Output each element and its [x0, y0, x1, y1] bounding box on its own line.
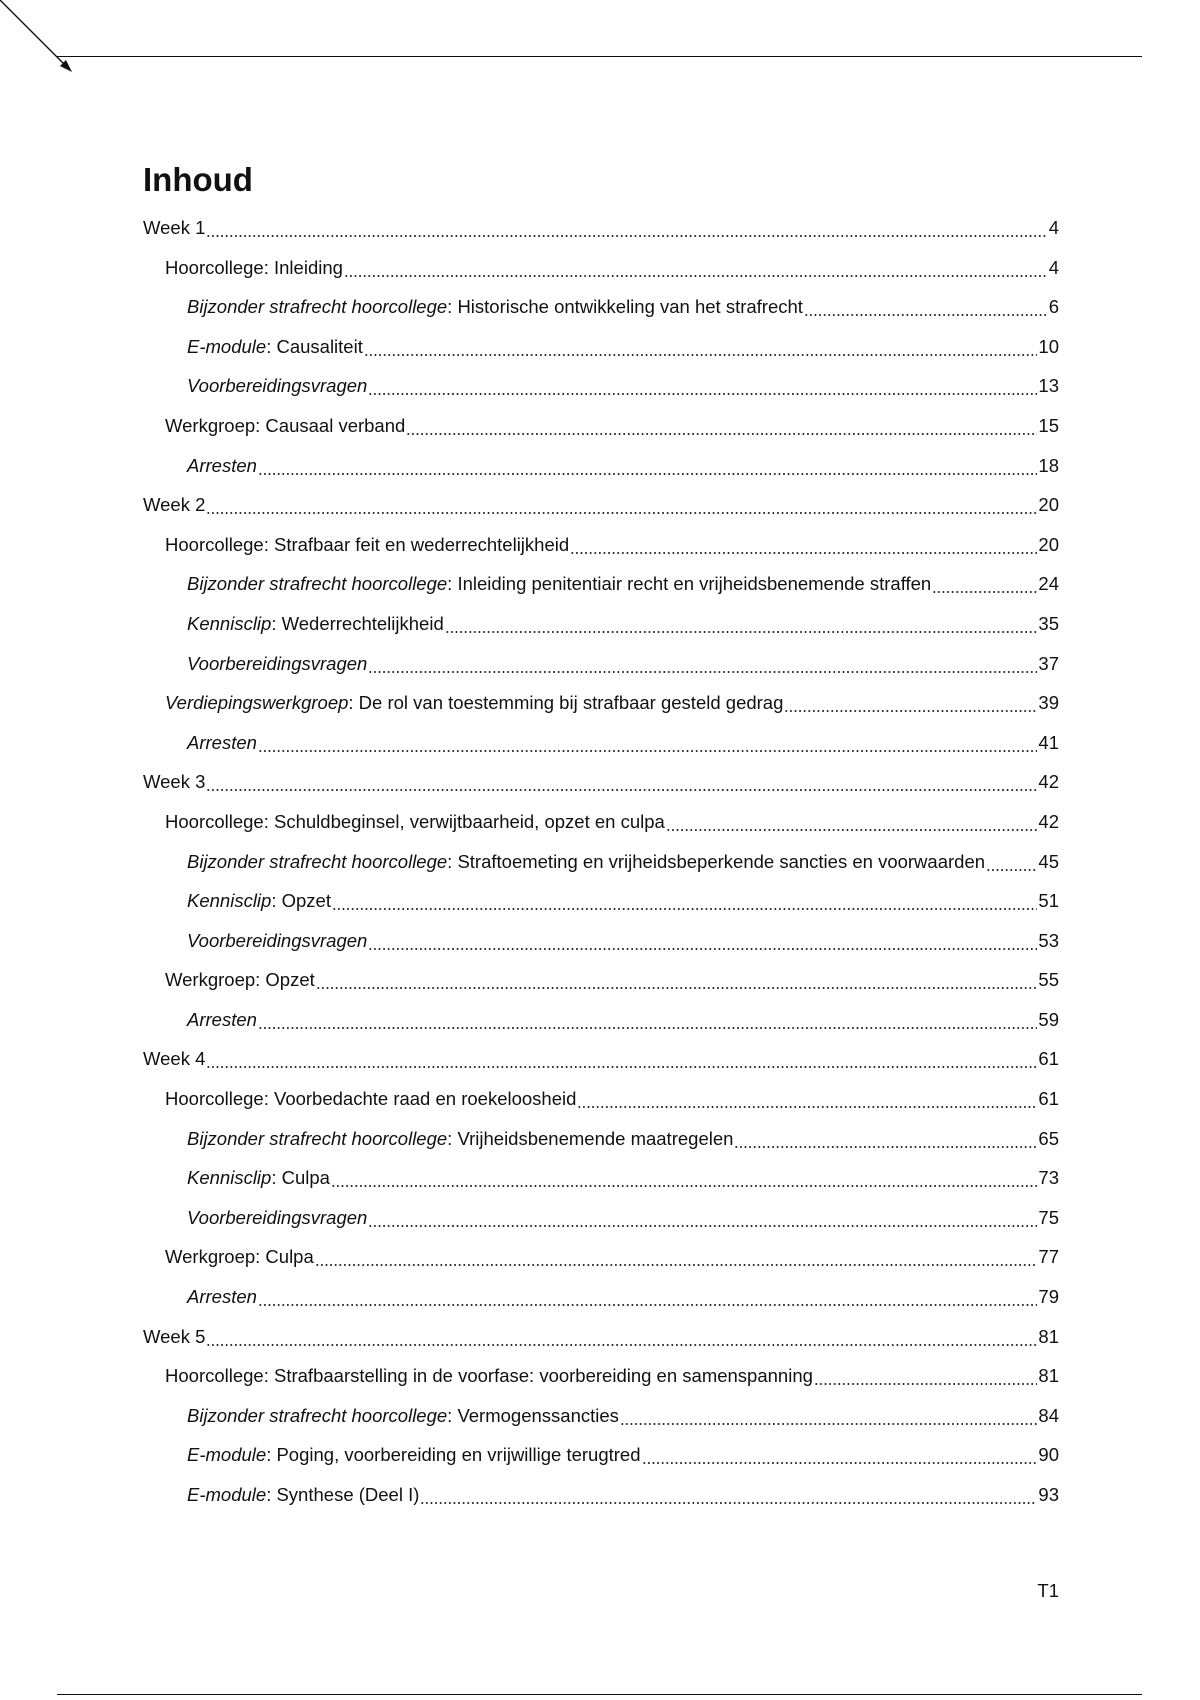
toc-entry-page-number: 90 — [1038, 1444, 1059, 1466]
toc-entry[interactable] — [143, 292, 1059, 322]
dot-leader — [316, 965, 1038, 995]
toc-entry-label — [187, 1480, 419, 1510]
toc-entry-prefix: Kennisclip — [187, 890, 272, 912]
toc-entry-prefix: Arresten — [187, 731, 257, 753]
toc-entry-page-number: 42 — [1038, 771, 1059, 793]
toc-entry-label — [187, 1401, 619, 1431]
dot-leader — [206, 213, 1047, 243]
toc-entry-text: Hoorcollege: Voorbedachte raad en roekeloosheid — [165, 1088, 577, 1110]
toc-entry-label — [165, 688, 783, 718]
dot-leader — [420, 1480, 1037, 1510]
dot-leader — [784, 688, 1037, 718]
toc-entry[interactable] — [143, 609, 1059, 639]
toc-entry-page-number: 35 — [1038, 612, 1059, 634]
toc-entry-label — [187, 728, 257, 758]
toc-entry[interactable] — [143, 1084, 1059, 1114]
toc-entry-label — [165, 411, 405, 441]
toc-entry-label — [187, 926, 367, 956]
toc-entry-label — [165, 530, 569, 560]
toc-entry-prefix: Bijzonder strafrecht hoorcollege — [187, 850, 448, 872]
toc-entry[interactable] — [143, 490, 1059, 520]
dot-leader — [364, 332, 1038, 362]
toc-entry-page-number: 37 — [1038, 652, 1059, 674]
dot-leader — [332, 886, 1037, 916]
table-of-contents — [143, 160, 1059, 1520]
toc-entry-page-number: 18 — [1038, 454, 1059, 476]
dot-leader — [577, 1084, 1037, 1114]
toc-entry-text: : Poging, voorbereiding en vrijwillige terugtred — [266, 1444, 641, 1466]
toc-entry-label — [165, 253, 343, 283]
toc-list — [143, 213, 1059, 1510]
toc-entry-prefix: Kennisclip — [187, 1167, 272, 1189]
toc-entry[interactable] — [143, 530, 1059, 560]
toc-entry-page-number: 4 — [1048, 256, 1059, 278]
dot-leader — [666, 807, 1038, 837]
toc-entry-page-number: 6 — [1048, 296, 1059, 318]
toc-entry[interactable] — [143, 1242, 1059, 1272]
toc-entry-text: Week 4 — [143, 1048, 206, 1070]
toc-entry-page-number: 73 — [1038, 1167, 1059, 1189]
toc-entry-prefix: Bijzonder strafrecht hoorcollege — [187, 1127, 448, 1149]
toc-entry[interactable] — [143, 1203, 1059, 1233]
toc-entry-label — [187, 847, 985, 877]
toc-entry-prefix: Voorbereidingsvragen — [187, 652, 368, 674]
header-rule — [57, 56, 1142, 57]
toc-entry-text: : De rol van toestemming bij strafbaar gesteld gedrag — [348, 692, 784, 714]
toc-entry-label — [165, 1084, 576, 1114]
toc-entry[interactable] — [143, 1440, 1059, 1470]
toc-entry-page-number: 79 — [1038, 1286, 1059, 1308]
toc-entry[interactable] — [143, 411, 1059, 441]
toc-entry[interactable] — [143, 728, 1059, 758]
toc-entry[interactable] — [143, 926, 1059, 956]
toc-entry-label — [143, 767, 205, 797]
toc-entry-label — [187, 609, 444, 639]
toc-entry-prefix: Bijzonder strafrecht hoorcollege — [187, 296, 448, 318]
toc-entry-label — [143, 213, 205, 243]
toc-entry-prefix: Arresten — [187, 454, 257, 476]
toc-entry-label — [187, 1203, 367, 1233]
toc-entry-label — [187, 886, 331, 916]
toc-entry-label — [187, 1440, 641, 1470]
page-label: T1 — [1037, 1580, 1059, 1601]
dot-leader — [315, 1242, 1038, 1272]
toc-entry-prefix: Voorbereidingsvragen — [187, 1206, 368, 1228]
toc-entry-page-number: 42 — [1038, 810, 1059, 832]
toc-entry[interactable] — [143, 1282, 1059, 1312]
toc-entry-text: : Vrijheidsbenemende maatregelen — [447, 1127, 734, 1149]
toc-entry-label — [187, 1163, 330, 1193]
dot-leader — [804, 292, 1048, 322]
toc-entry[interactable] — [143, 688, 1059, 718]
toc-entry[interactable] — [143, 886, 1059, 916]
dot-leader — [258, 451, 1038, 481]
toc-entry[interactable] — [143, 1361, 1059, 1391]
toc-entry[interactable] — [143, 1005, 1059, 1035]
dot-leader — [368, 649, 1037, 679]
toc-entry[interactable] — [143, 451, 1059, 481]
toc-entry-text: Week 5 — [143, 1325, 206, 1347]
toc-entry[interactable] — [143, 332, 1059, 362]
toc-entry-text: : Vermogenssancties — [447, 1404, 619, 1426]
toc-entry-label — [143, 1322, 205, 1352]
toc-entry[interactable] — [143, 847, 1059, 877]
toc-entry[interactable] — [143, 1163, 1059, 1193]
corner-arrow-icon — [0, 0, 80, 80]
toc-entry-text: Hoorcollege: Strafbaar feit en wederrechtelijkheid — [165, 533, 570, 555]
dot-leader — [368, 926, 1037, 956]
toc-entry-page-number: 59 — [1038, 1008, 1059, 1030]
dot-leader — [206, 1322, 1037, 1352]
toc-entry-text: Werkgroep: Opzet — [165, 969, 315, 991]
dot-leader — [406, 411, 1037, 441]
toc-entry-text: : Culpa — [271, 1167, 330, 1189]
toc-entry-label — [187, 1124, 733, 1154]
toc-entry-text: : Opzet — [271, 890, 331, 912]
toc-entry-text: Hoorcollege: Inleiding — [165, 256, 343, 278]
toc-entry[interactable] — [143, 1124, 1059, 1154]
toc-entry-label — [187, 1005, 257, 1035]
toc-entry[interactable] — [143, 1480, 1059, 1510]
toc-entry-prefix: Bijzonder strafrecht hoorcollege — [187, 1404, 448, 1426]
toc-entry-page-number: 45 — [1038, 850, 1059, 872]
toc-entry[interactable] — [143, 1401, 1059, 1431]
toc-entry-label — [143, 1044, 205, 1074]
toc-entry-page-number: 20 — [1038, 533, 1059, 555]
toc-entry-text: Werkgroep: Causaal verband — [165, 414, 406, 436]
dot-leader — [814, 1361, 1038, 1391]
dot-leader — [206, 1044, 1037, 1074]
toc-entry-page-number: 93 — [1038, 1484, 1059, 1505]
toc-entry-label — [187, 1282, 257, 1312]
toc-entry-page-number: 15 — [1038, 414, 1059, 436]
toc-entry-page-number: 84 — [1038, 1404, 1059, 1426]
toc-entry[interactable] — [143, 767, 1059, 797]
toc-entry-label — [187, 371, 367, 401]
toc-entry-text: : Inleiding penitentiair recht en vrijheidsbenemende straffen — [447, 573, 932, 595]
dot-leader — [445, 609, 1038, 639]
toc-entry-text: Hoorcollege: Strafbaarstelling in de voorfase: voorbereiding en samenspanning — [165, 1365, 813, 1387]
toc-entry[interactable] — [143, 1044, 1059, 1074]
toc-entry-label — [187, 292, 803, 322]
toc-entry-page-number: 13 — [1038, 375, 1059, 397]
dot-leader — [258, 1005, 1038, 1035]
toc-entry-page-number: 61 — [1038, 1048, 1059, 1070]
toc-entry-page-number: 81 — [1038, 1365, 1059, 1387]
toc-entry-text: : Straftoemeting en vrijheidsbeperkende sancties en voorwaarden — [447, 850, 986, 872]
toc-entry-text: : Synthese (Deel I) — [266, 1484, 420, 1505]
toc-entry-page-number: 20 — [1038, 494, 1059, 516]
dot-leader — [368, 1203, 1037, 1233]
toc-entry-label — [165, 1242, 314, 1272]
dot-leader — [368, 371, 1037, 401]
toc-entry-prefix: E-module — [187, 1484, 267, 1505]
toc-entry-text: Week 1 — [143, 217, 206, 238]
dot-leader — [344, 253, 1048, 283]
dot-leader — [570, 530, 1037, 560]
dot-leader — [258, 1282, 1038, 1312]
toc-entry-page-number: 55 — [1038, 969, 1059, 991]
toc-entry-text: Werkgroep: Culpa — [165, 1246, 314, 1268]
toc-entry-label — [187, 569, 931, 599]
toc-entry-page-number: 75 — [1038, 1206, 1059, 1228]
toc-entry-label — [165, 1361, 813, 1391]
toc-entry[interactable] — [143, 371, 1059, 401]
toc-entry-label — [187, 649, 367, 679]
toc-entry-page-number: 51 — [1038, 890, 1059, 912]
toc-entry[interactable] — [143, 965, 1059, 995]
toc-entry-prefix: E-module — [187, 1444, 267, 1466]
toc-entry-label — [187, 451, 257, 481]
toc-entry-text: Week 3 — [143, 771, 206, 793]
toc-entry-page-number: 77 — [1038, 1246, 1059, 1268]
toc-entry-page-number: 39 — [1038, 692, 1059, 714]
toc-entry[interactable] — [143, 253, 1059, 283]
toc-entry-prefix: Arresten — [187, 1286, 257, 1308]
toc-entry-prefix: Bijzonder strafrecht hoorcollege — [187, 573, 448, 595]
toc-entry-text: Hoorcollege: Schuldbeginsel, verwijtbaarheid, opzet en culpa — [165, 810, 665, 832]
toc-entry[interactable] — [143, 569, 1059, 599]
dot-leader — [734, 1124, 1037, 1154]
toc-entry-label — [187, 332, 363, 362]
dot-leader — [331, 1163, 1037, 1193]
dot-leader — [258, 728, 1038, 758]
toc-entry-prefix: Voorbereidingsvragen — [187, 375, 368, 397]
dot-leader — [206, 490, 1037, 520]
dot-leader — [932, 569, 1037, 599]
dot-leader — [642, 1440, 1038, 1470]
footer-rule — [57, 1694, 1142, 1695]
toc-entry-page-number: 24 — [1038, 573, 1059, 595]
toc-entry-prefix: E-module — [187, 335, 267, 357]
dot-leader — [620, 1401, 1038, 1431]
toc-entry-label — [165, 807, 665, 837]
dot-leader — [206, 767, 1037, 797]
toc-entry[interactable] — [143, 213, 1059, 243]
toc-entry-text: : Wederrechtelijkheid — [271, 612, 444, 634]
toc-entry[interactable] — [143, 1322, 1059, 1352]
toc-entry-label — [165, 965, 315, 995]
dot-leader — [986, 847, 1037, 877]
toc-entry[interactable] — [143, 649, 1059, 679]
toc-entry-page-number: 81 — [1038, 1325, 1059, 1347]
toc-entry-prefix: Kennisclip — [187, 612, 272, 634]
toc-entry-text: Week 2 — [143, 494, 206, 516]
toc-entry-label — [143, 490, 205, 520]
toc-entry[interactable] — [143, 807, 1059, 837]
page-title: Inhoud — [143, 161, 253, 198]
toc-entry-prefix: Verdiepingswerkgroep — [165, 692, 349, 714]
toc-entry-prefix: Arresten — [187, 1008, 257, 1030]
toc-entry-text: : Causaliteit — [266, 335, 363, 357]
toc-entry-page-number: 41 — [1038, 731, 1059, 753]
toc-entry-text: : Historische ontwikkeling van het strafrecht — [447, 296, 803, 318]
toc-entry-page-number: 61 — [1038, 1088, 1059, 1110]
toc-entry-prefix: Voorbereidingsvragen — [187, 929, 368, 951]
toc-entry-page-number: 65 — [1038, 1127, 1059, 1149]
toc-entry-page-number: 4 — [1048, 217, 1059, 238]
toc-entry-page-number: 10 — [1038, 335, 1059, 357]
toc-entry-page-number: 53 — [1038, 929, 1059, 951]
